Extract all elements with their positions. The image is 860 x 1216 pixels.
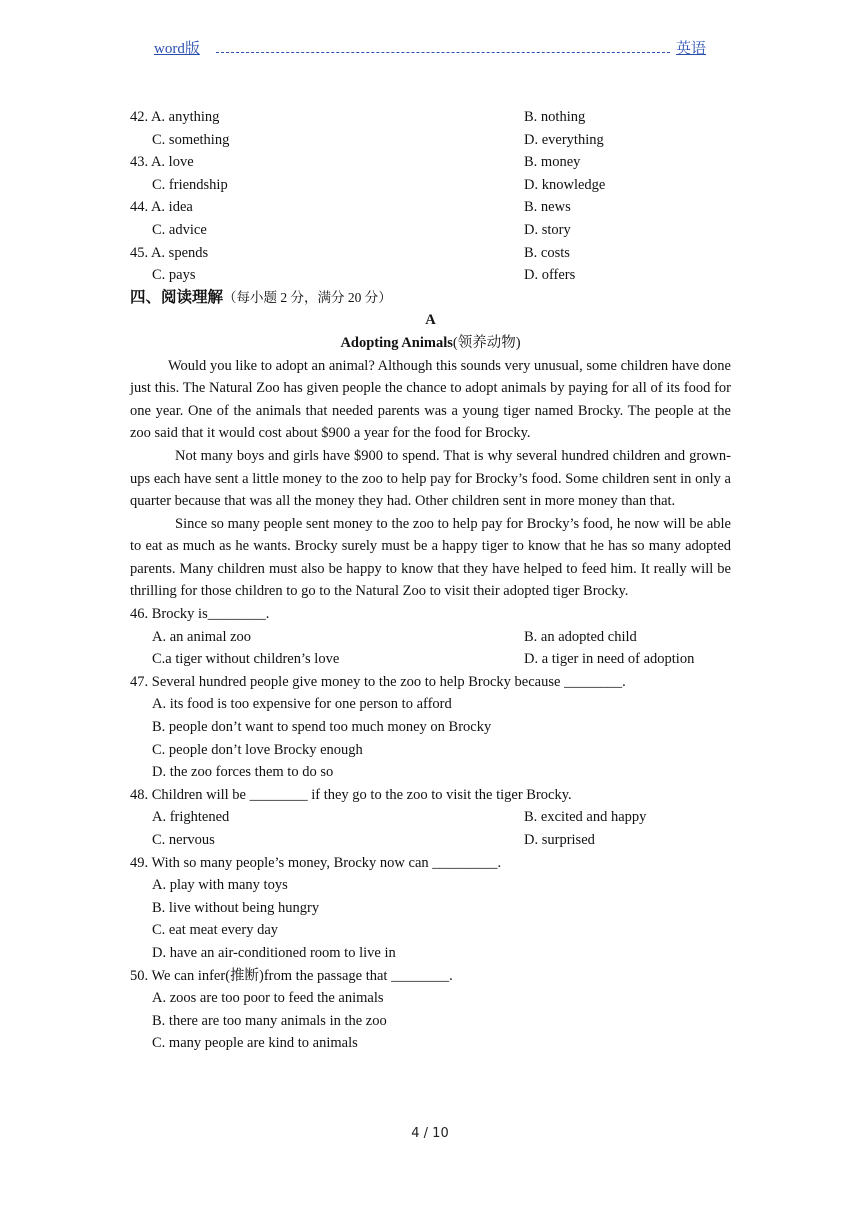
option-row: [130, 196, 731, 219]
option-row: [130, 829, 731, 852]
option-b: B. nothing: [524, 109, 586, 125]
page-number: 4 / 10: [411, 1126, 449, 1141]
option-d: D. offers: [524, 267, 576, 284]
option-c: C.a tiger without children’s love: [152, 651, 340, 668]
option-a: A. its food is too expensive for one person to afford: [152, 696, 452, 713]
question-46: [130, 603, 731, 671]
question-stem: 48. Children will be ________ if they go to the zoo to visit the tiger Brocky.: [130, 786, 572, 803]
header-dashed-rule: [216, 52, 670, 53]
option-b: B. news: [524, 199, 571, 216]
option-b: B. costs: [524, 244, 570, 261]
passage-paragraph: Since so many people sent money to the zoo to help pay for Brocky’s food, he now will be able to eat as much as he wants. Brocky surely must be a happy tiger to know that he has so many adopted parents. Many children must also be happy to know that they have helped to feed him. It really will be thrilling for those children to go to the Natural Zoo to visit their adopted tiger Brocky.: [130, 515, 731, 600]
cloze-option-group: [130, 106, 731, 287]
option-d: D. story: [524, 221, 571, 238]
option-row: [130, 174, 731, 197]
section-title: 四、阅读理解: [130, 288, 224, 306]
page-content: [130, 106, 731, 1055]
passage-title-en: Adopting Animals: [340, 334, 453, 351]
option-d: D. the zoo forces them to do so: [152, 764, 334, 781]
option-row: [130, 219, 731, 242]
option-c: C. people don’t love Brocky enough: [152, 741, 363, 758]
question-47: [130, 671, 731, 784]
passage-paragraph: Not many boys and girls have $900 to spend. That is why several hundred children and grown-ups each have sent a little money to the zoo to help pay for Brocky’s food. Some children sent in only a quarter because that was all the money they had. Other children sent in more money than that.: [130, 447, 731, 510]
option-d: D. a tiger in need of adoption: [524, 651, 695, 668]
option-c: C. pays: [152, 267, 196, 284]
option-row: [130, 129, 731, 152]
passage-letter: A: [425, 312, 436, 329]
option-row: [130, 264, 731, 287]
passage-title: [130, 332, 731, 355]
option-c: C. eat meat every day: [152, 922, 279, 939]
question-49: [130, 852, 731, 965]
option-c: C. friendship: [152, 176, 228, 193]
page-header: [154, 37, 706, 59]
header-subject-link[interactable]: 英语: [675, 41, 706, 57]
option-c: C. many people are kind to animals: [152, 1035, 358, 1052]
option-c: C. something: [152, 131, 230, 148]
option-b: B. live without being hungry: [152, 899, 320, 916]
option-d: D. surprised: [524, 832, 595, 848]
option-d: D. have an air-conditioned room to live in: [152, 944, 396, 961]
question-48: [130, 784, 731, 852]
option-row: [130, 242, 731, 265]
option-b: B. an adopted child: [524, 628, 637, 645]
option-d: D. everything: [524, 131, 604, 148]
option-row: [130, 626, 731, 649]
question-stem: 47. Several hundred people give money to the zoo to help Brocky because ________.: [130, 673, 626, 690]
question-stem: 50. We can infer(推断)from the passage that ________.: [130, 967, 453, 984]
option-d: D. knowledge: [524, 176, 606, 193]
passage-title-cn: (领养动物): [452, 334, 521, 351]
option-a: 44. A. idea: [130, 199, 193, 216]
header-word-link[interactable]: word版: [154, 41, 200, 57]
option-row: [130, 806, 731, 829]
option-b: B. there are too many animals in the zoo: [152, 1012, 387, 1029]
question-50: [130, 965, 731, 1055]
option-c: C. nervous: [152, 832, 215, 848]
option-a: A. zoos are too poor to feed the animals: [152, 990, 384, 1007]
option-b: B. money: [524, 154, 581, 171]
option-a: A. an animal zoo: [152, 628, 252, 645]
section-heading: [130, 287, 731, 310]
question-stem: 49. With so many people’s money, Brocky now can _________.: [130, 854, 502, 871]
option-a: 45. A. spends: [130, 244, 209, 261]
option-a: A. play with many toys: [152, 877, 288, 894]
option-row: [130, 106, 731, 129]
section-note: （每小题 2 分，满分 20 分）: [223, 289, 392, 305]
option-a: A. frightened: [152, 809, 230, 826]
option-a: 42. A. anything: [130, 109, 220, 125]
question-stem: 46. Brocky is________.: [130, 606, 270, 623]
option-b: B. people don’t want to spend too much money on Brocky: [152, 719, 492, 736]
option-row: [130, 648, 731, 671]
passage-paragraph: Would you like to adopt an animal? Although this sounds very unusual, some children have done just this. The Natural Zoo has given people the chance to adopt animals by paying for all of its food for one year. One of the animals that needed parents was a young tiger named Brocky. The people at the zoo said that it would cost about $900 a year for the food for Brocky.: [130, 357, 731, 442]
option-row: [130, 151, 731, 174]
option-a: 43. A. love: [130, 154, 194, 171]
option-c: C. advice: [152, 221, 207, 238]
option-b: B. excited and happy: [524, 809, 647, 826]
